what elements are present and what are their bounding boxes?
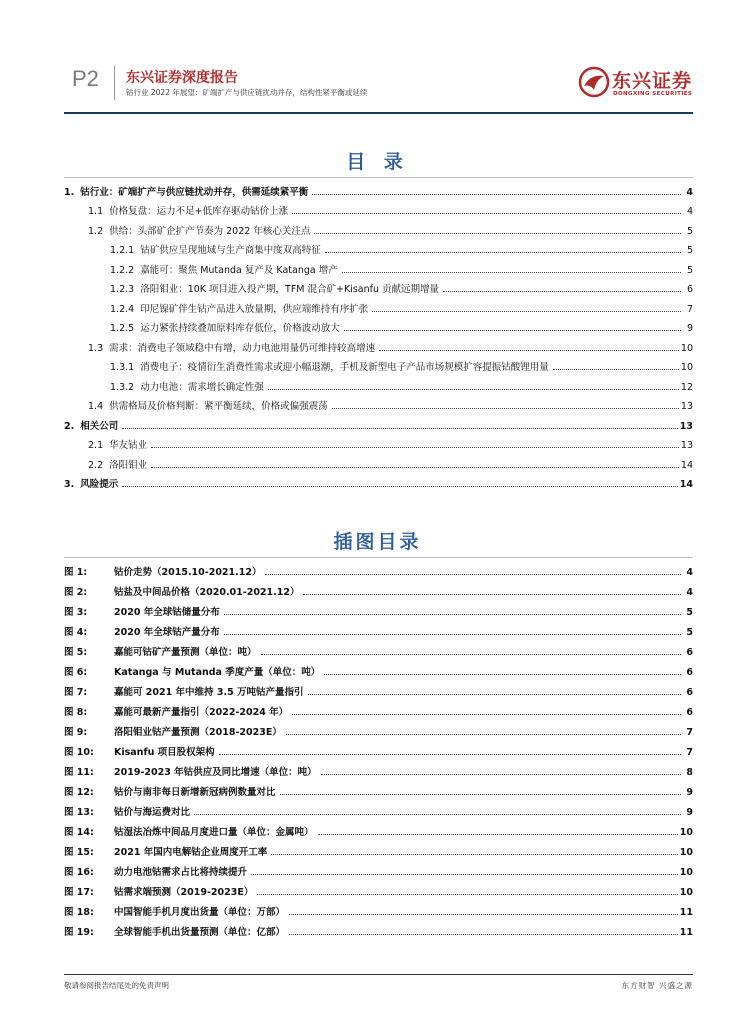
dot-leader bbox=[122, 428, 678, 429]
dot-leader bbox=[224, 614, 681, 615]
toc-entry[interactable] bbox=[64, 256, 693, 276]
dot-leader bbox=[308, 694, 682, 695]
dot-leader bbox=[268, 389, 679, 390]
figure-entry[interactable] bbox=[64, 838, 693, 858]
entry-title: 动力电池：需求增长确定性强 bbox=[140, 381, 264, 393]
entry-title: 钴需求端预测（2019-2023E） bbox=[114, 887, 254, 898]
dot-leader bbox=[292, 213, 681, 214]
entry-page: 6 bbox=[686, 707, 693, 718]
table-of-contents bbox=[64, 178, 693, 490]
entry-title: Katanga 与 Mutanda 季度产量（单位：吨） bbox=[114, 667, 321, 678]
figure-entry[interactable] bbox=[64, 898, 693, 918]
entry-number: 1.2 bbox=[88, 225, 104, 237]
dot-leader bbox=[271, 854, 678, 855]
entry-page: 14 bbox=[680, 459, 693, 471]
toc-entry[interactable] bbox=[64, 217, 693, 237]
header-rule bbox=[64, 112, 693, 114]
entry-title: 供给：头部矿企扩产节奏为 2022 年核心关注点 bbox=[109, 225, 311, 237]
dot-leader bbox=[224, 634, 681, 635]
dot-leader bbox=[553, 369, 679, 370]
entry-title: 钴矿供应呈现地域与生产商集中度双高特征 bbox=[140, 245, 321, 256]
entry-title: 钴盐及中间品价格（2020.01-2021.12） bbox=[114, 587, 300, 598]
entry-number: 图 4: bbox=[64, 627, 88, 638]
entry-title: 需求：消费电子领域稳中有增，动力电池用量仍可维持较高增速 bbox=[109, 342, 376, 354]
entry-title: 钴价走势（2015.10-2021.12） bbox=[114, 567, 262, 578]
figure-entry[interactable] bbox=[64, 818, 693, 838]
entry-page: 9 bbox=[686, 787, 693, 798]
entry-title: 钴价与海运费对比 bbox=[114, 807, 191, 818]
entry-page: 5 bbox=[686, 245, 693, 256]
figure-list bbox=[64, 558, 693, 938]
figures-title: 插图目录 bbox=[333, 531, 422, 553]
dot-leader bbox=[151, 467, 679, 468]
figure-entry[interactable] bbox=[64, 558, 693, 578]
entry-number: 图 12: bbox=[64, 787, 94, 798]
figure-entry[interactable] bbox=[64, 758, 693, 778]
dot-leader bbox=[324, 674, 681, 675]
entry-page: 4 bbox=[686, 186, 693, 198]
entry-title: 相关公司 bbox=[80, 420, 119, 432]
entry-number: 1.2.2 bbox=[110, 264, 135, 276]
dot-leader bbox=[261, 654, 681, 655]
toc-entry[interactable] bbox=[64, 412, 693, 432]
toc-entry[interactable] bbox=[64, 373, 693, 393]
page-number: P2 bbox=[72, 66, 99, 91]
entry-number: 1.2.1 bbox=[110, 245, 135, 256]
entry-page: 12 bbox=[680, 381, 693, 393]
entry-number: 图 3: bbox=[64, 607, 88, 618]
dot-leader bbox=[303, 594, 681, 595]
footer-disclaimer: 敬请参阅报告结尾处的免责声明 bbox=[64, 981, 169, 990]
footer-slogan: 东方财智 兴盛之源 bbox=[621, 981, 693, 990]
entry-title: 供需格局及价格判断：紧平衡延续，价格或偏强震荡 bbox=[109, 401, 328, 412]
entry-title: 华友钴业 bbox=[109, 440, 148, 451]
entry-number: 图 8: bbox=[64, 707, 88, 718]
figure-entry[interactable] bbox=[64, 878, 693, 898]
dot-leader bbox=[280, 794, 681, 795]
entry-number: 2.2 bbox=[88, 459, 104, 471]
figure-entry[interactable] bbox=[64, 858, 693, 878]
entry-number: 图 13: bbox=[64, 807, 94, 818]
entry-number: 1. bbox=[64, 186, 75, 198]
figure-entry[interactable] bbox=[64, 698, 693, 718]
entry-title: 钴价与南非每日新增新冠病例数量对比 bbox=[114, 787, 276, 798]
entry-page: 7 bbox=[686, 303, 693, 315]
entry-number: 图 18: bbox=[64, 907, 94, 918]
dot-leader bbox=[332, 408, 679, 409]
entry-title: 2020 年全球钴储量分布 bbox=[114, 607, 220, 618]
toc-entry[interactable] bbox=[64, 432, 693, 452]
entry-title: 嘉能可钴矿产量预测（单位：吨） bbox=[114, 647, 257, 658]
toc-entry[interactable] bbox=[64, 178, 693, 198]
entry-number: 1.4 bbox=[88, 401, 104, 412]
figure-entry[interactable] bbox=[64, 578, 693, 598]
entry-page: 13 bbox=[680, 440, 693, 451]
dot-leader bbox=[379, 350, 679, 351]
entry-page: 13 bbox=[680, 401, 693, 412]
entry-number: 图 11: bbox=[64, 767, 94, 778]
toc-entry[interactable] bbox=[64, 198, 693, 218]
entry-number: 1.2.5 bbox=[110, 323, 135, 334]
entry-page: 5 bbox=[686, 264, 693, 276]
entry-page: 13 bbox=[679, 420, 693, 432]
toc-entry[interactable] bbox=[64, 237, 693, 257]
entry-page: 5 bbox=[686, 607, 693, 618]
dot-leader bbox=[151, 447, 679, 448]
dot-leader bbox=[286, 734, 681, 735]
entry-page: 4 bbox=[686, 206, 693, 217]
logo-mark-icon bbox=[578, 66, 610, 98]
entry-number: 图 16: bbox=[64, 867, 94, 878]
entry-number: 图 1: bbox=[64, 567, 88, 578]
header-divider bbox=[114, 66, 115, 100]
dot-leader bbox=[257, 894, 677, 895]
figure-entry[interactable] bbox=[64, 778, 693, 798]
toc-entry[interactable] bbox=[64, 393, 693, 413]
entry-number: 2. bbox=[64, 420, 75, 432]
entry-title: Kisanfu 项目股权架构 bbox=[114, 747, 215, 758]
entry-number: 1.1 bbox=[88, 206, 104, 217]
dot-leader bbox=[122, 486, 678, 487]
entry-title: 运力紧张持续叠加原料库存低位，价格波动放大 bbox=[140, 323, 340, 334]
entry-number: 图 15: bbox=[64, 847, 94, 858]
entry-page: 10 bbox=[679, 827, 693, 838]
entry-page: 9 bbox=[686, 323, 693, 334]
entry-number: 图 9: bbox=[64, 727, 88, 738]
entry-number: 图 14: bbox=[64, 827, 94, 838]
entry-number: 图 10: bbox=[64, 747, 94, 758]
entry-title: 动力电池钴需求占比将持续提升 bbox=[114, 867, 248, 878]
dot-leader bbox=[289, 934, 678, 935]
entry-page: 5 bbox=[686, 627, 693, 638]
entry-title: 嘉能可最新产量指引（2022-2024 年） bbox=[114, 707, 289, 718]
entry-page: 9 bbox=[686, 807, 693, 818]
entry-page: 4 bbox=[686, 567, 693, 578]
toc-title: 目 录 bbox=[346, 151, 409, 173]
entry-page: 7 bbox=[686, 747, 693, 758]
entry-page: 11 bbox=[679, 907, 693, 918]
figure-entry[interactable] bbox=[64, 658, 693, 678]
entry-page: 7 bbox=[686, 727, 693, 738]
dot-leader bbox=[219, 754, 681, 755]
report-title: 东兴证券深度报告 bbox=[126, 70, 238, 86]
logo-text: 东兴证券 bbox=[612, 70, 693, 92]
entry-number: 图 19: bbox=[64, 927, 94, 938]
report-subtitle: 钴行业 2022 年展望：矿端扩产与供应链扰动并存，结构性紧平衡或延续 bbox=[126, 88, 368, 97]
entry-number: 1.3.1 bbox=[110, 362, 135, 373]
entry-title: 风险提示 bbox=[80, 479, 119, 490]
entry-number: 2.1 bbox=[88, 440, 104, 451]
figure-entry[interactable] bbox=[64, 718, 693, 738]
entry-title: 价格复盘：运力不足+低库存驱动钴价上涨 bbox=[109, 206, 289, 217]
entry-title: 2020 年全球钴产量分布 bbox=[114, 627, 220, 638]
entry-title: 洛阳钼业：10K 项目进入投产期，TFM 混合矿+Kisanfu 贡献远期增量 bbox=[140, 284, 440, 295]
entry-number: 图 17: bbox=[64, 887, 94, 898]
dot-leader bbox=[194, 814, 681, 815]
entry-page: 8 bbox=[686, 767, 693, 778]
entry-page: 10 bbox=[680, 342, 693, 354]
entry-page: 6 bbox=[686, 284, 693, 295]
entry-page: 6 bbox=[686, 647, 693, 658]
dot-leader bbox=[342, 272, 681, 273]
figure-entry[interactable] bbox=[64, 738, 693, 758]
dot-leader bbox=[344, 330, 681, 331]
figure-entry[interactable] bbox=[64, 918, 693, 938]
entry-title: 嘉能可：聚焦 Mutanda 复产及 Katanga 增产 bbox=[140, 264, 338, 276]
entry-number: 图 7: bbox=[64, 687, 88, 698]
entry-title: 钴湿法冶炼中间品月度进口量（单位：金属吨） bbox=[114, 827, 314, 838]
footer-rule bbox=[64, 974, 693, 975]
entry-title: 钴行业：矿端扩产与供应链扰动并存，供需延续紧平衡 bbox=[80, 186, 309, 198]
toc-entry[interactable] bbox=[64, 471, 693, 491]
toc-entry[interactable] bbox=[64, 295, 693, 315]
entry-title: 2019-2023 年钴供应及同比增速（单位：吨） bbox=[114, 767, 317, 778]
entry-title: 印尼镍矿伴生钴产品进入放量期，供应端维持有序扩张 bbox=[140, 303, 369, 315]
entry-number: 图 2: bbox=[64, 587, 88, 598]
dot-leader bbox=[292, 714, 681, 715]
entry-page: 10 bbox=[679, 887, 693, 898]
logo-text-en: DONGXING SECURITIES bbox=[613, 91, 693, 97]
entry-page: 10 bbox=[680, 362, 693, 373]
figure-entry[interactable] bbox=[64, 618, 693, 638]
toc-entry[interactable] bbox=[64, 334, 693, 354]
figure-entry[interactable] bbox=[64, 678, 693, 698]
dot-leader bbox=[289, 914, 678, 915]
entry-number: 1.2.4 bbox=[110, 303, 135, 315]
entry-page: 4 bbox=[686, 587, 693, 598]
entry-title: 2021 年国内电解钴企业周度开工率 bbox=[114, 847, 268, 858]
dot-leader bbox=[312, 194, 681, 195]
toc-entry[interactable] bbox=[64, 276, 693, 296]
figure-entry[interactable] bbox=[64, 798, 693, 818]
toc-entry[interactable] bbox=[64, 315, 693, 335]
entry-number: 图 5: bbox=[64, 647, 88, 658]
entry-title: 嘉能可 2021 年中维持 3.5 万吨钴产量指引 bbox=[114, 687, 304, 698]
dot-leader bbox=[372, 311, 681, 312]
toc-entry[interactable] bbox=[64, 354, 693, 374]
figure-entry[interactable] bbox=[64, 638, 693, 658]
entry-page: 6 bbox=[686, 687, 693, 698]
dot-leader bbox=[321, 774, 681, 775]
entry-page: 5 bbox=[686, 225, 693, 237]
entry-title: 消费电子：疫情衍生消费性需求或迎小幅退潮，手机及新型电子产品市场规模扩容提振钴酸锂用量 bbox=[140, 362, 549, 373]
entry-page: 6 bbox=[686, 667, 693, 678]
dot-leader bbox=[314, 233, 681, 234]
entry-title: 全球智能手机出货量预测（单位：亿部） bbox=[114, 927, 286, 938]
entry-number: 1.3 bbox=[88, 342, 104, 354]
entry-number: 图 6: bbox=[64, 667, 88, 678]
entry-page: 10 bbox=[679, 867, 693, 878]
entry-title: 中国智能手机月度出货量（单位：万部） bbox=[114, 907, 286, 918]
entry-title: 洛阳钼业 bbox=[109, 459, 148, 471]
brand-logo bbox=[578, 64, 692, 104]
entry-page: 11 bbox=[679, 927, 693, 938]
dot-leader bbox=[251, 874, 678, 875]
entry-number: 1.2.3 bbox=[110, 284, 135, 295]
entry-number: 1.3.2 bbox=[110, 381, 135, 393]
entry-page: 10 bbox=[679, 847, 693, 858]
toc-entry[interactable] bbox=[64, 451, 693, 471]
dot-leader bbox=[325, 252, 681, 253]
dot-leader bbox=[318, 834, 678, 835]
dot-leader bbox=[443, 291, 681, 292]
entry-page: 14 bbox=[679, 479, 693, 490]
entry-number: 3. bbox=[64, 479, 75, 490]
figure-entry[interactable] bbox=[64, 598, 693, 618]
entry-title: 洛阳钼业钴产量预测（2018-2023E） bbox=[114, 727, 282, 738]
dot-leader bbox=[265, 574, 681, 575]
